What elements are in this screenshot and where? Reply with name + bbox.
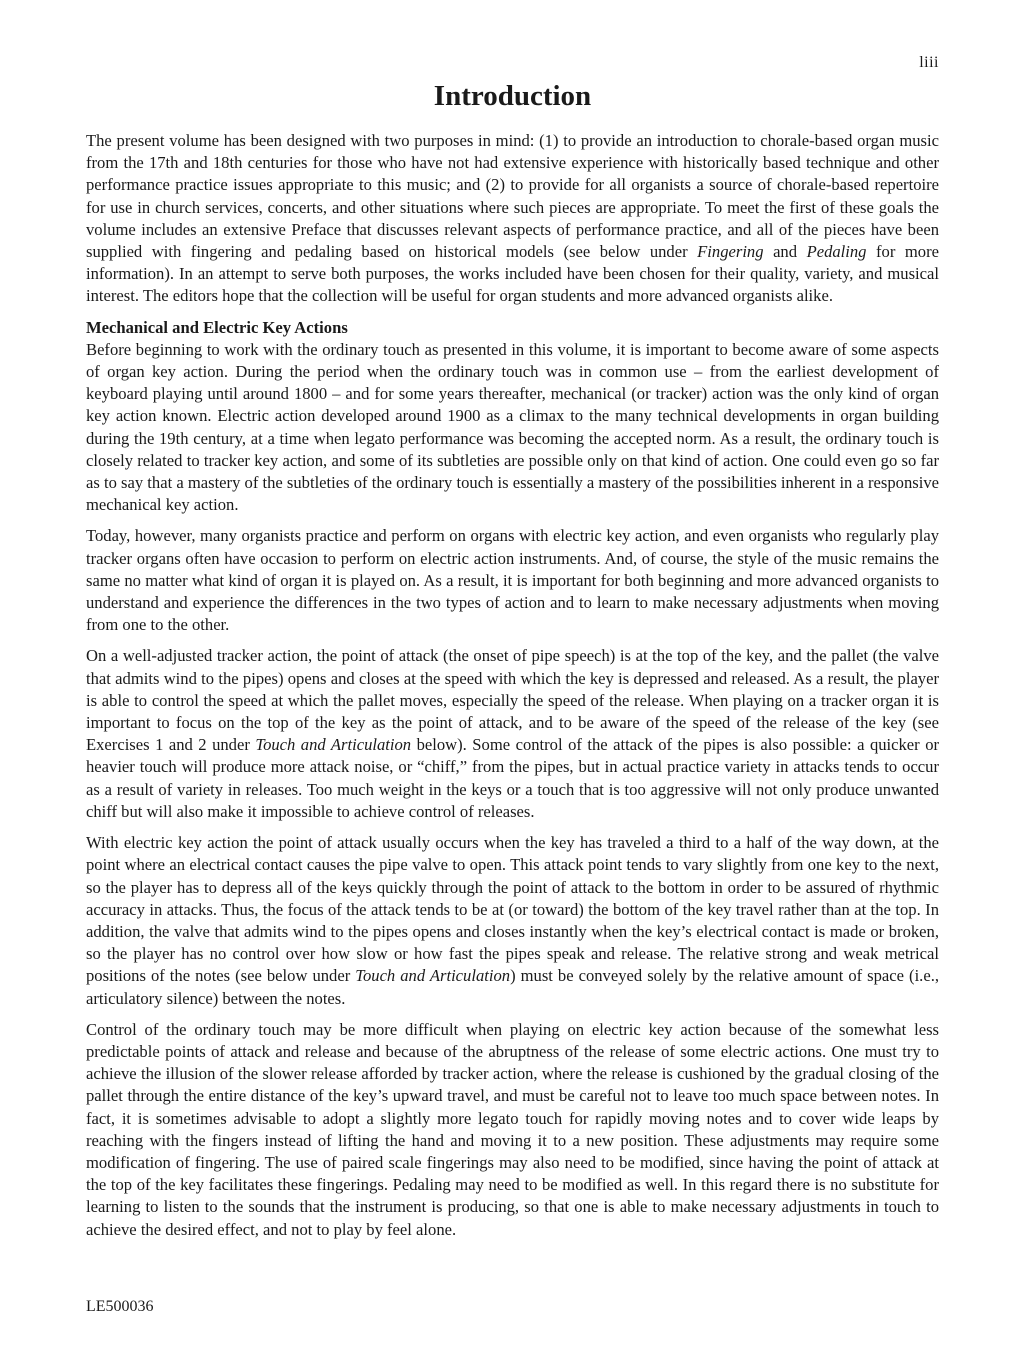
document-body bbox=[86, 130, 939, 1241]
section-paragraph-5: Control of the ordinary touch may be more difficult when playing on electric key action because of the somewhat less predictable points of attack and release and because of the abruptness of the release of some electric actions. One must try to achieve the illusion of the slower release afforded by tracker action, where the release is cushioned by the gradual closing of the pallet through the entire distance of the key’s upward travel, and must be careful not to leave too much space between notes. In fact, it is sometimes advisable to adopt a slightly more legato touch for rapidly moving notes and to cover wide leaps by reaching with the fingers instead of lifting the hand and moving it to a new position. These adjustments may require some modification of fingering. The use of paired scale fingerings may also need to be modified, since having the point of attack at the top of the key facilitates these fingerings. Pedaling may need to be modified as well. In this regard there is no substitute for learning to listen to the sounds that the instrument is producing, so that one is able to make necessary adjustments in touch to achieve the desired effect, and not to play by feel alone. bbox=[86, 1019, 939, 1239]
emphasis-touch-articulation: Touch and Articulation bbox=[355, 966, 511, 986]
section-paragraph-1: Before beginning to work with the ordinary touch as presented in this volume, it is important to become aware of some aspects of organ key action. During the period when the ordinary touch was in common use – from the earliest development of keyboard playing until around 1800 – and for some years thereafter, mechanical (or tracker) action was the only kind of organ key action known. Electric action developed around 1900 as a climax to the many technical developments in organ building during the 19th century, at a time when legato performance was becoming the accepted norm. As a result, the ordinary touch is closely related to tracker key action, and some of its subtleties are possible only on that kind of action. One could even go so far as to say that a mastery of the subtleties of the ordinary touch is essentially a mastery of the possibilities inherent in a responsive mechanical key action. bbox=[86, 339, 939, 515]
intro-paragraph: The present volume has been designed with two purposes in mind: (1) to provide an introduction to chorale-based organ music from the 17th and 18th centuries for those who have not had extensive experience with historically based technique and other performance practice issues appropriate to this music; and (2) to provide for all organists a source of chorale-based repertoire for use in church services, concerts, and other situations where such pieces are appropriate. To meet the first of these goals the volume includes an extensive Preface that discusses relevant aspects of performance practice, and all of the pieces have been supplied with fingering and pedaling based on historical models (see below under Fingering and Pedaling for more information). In an attempt to serve both purposes, the works included have been chosen for their quality, variety, and musical interest. The editors hope that the collection will be useful for organ students and more advanced organists alike. bbox=[86, 131, 939, 306]
section-paragraph-3: On a well-adjusted tracker action, the point of attack (the onset of pipe speech) is at the top of the key, and the pallet (the valve that admits wind to the pipes) opens and closes at the speed with which the key is depressed and released. As a result, the player is able to control the speed at which the pallet moves, especially the speed of the release. When playing on a tracker organ it is important to focus on the top of the key as the point of attack, and to be aware of the speed of the release of the key (see Exercises 1 and 2 under Touch and Articulation below). Some control of the attack of the pipes is also possible: a quicker or heavier touch will produce more attack noise, or “chiff,” from the pipes, but in actual practice variety in attacks tends to occur as a result of variety in releases. Too much weight in the keys or a touch that is too aggressive will not only produce unwanted chiff but will also make it impossible to achieve control of releases. bbox=[86, 646, 940, 821]
page-title: Introduction bbox=[433, 80, 592, 112]
document-page bbox=[86, 0, 939, 1365]
section-paragraph-2: Today, however, many organists practice and perform on organs with electric key action, and even organists who regularly play tracker organs often have occasion to perform on electric action instruments. And, of course, the style of the music remains the same no matter what kind of organ it is played on. As a result, it is important for both beginning and more advanced organists to understand and experience the differences in the two types of action and to learn to make necessary adjustments when moving from one to the other. bbox=[86, 526, 939, 635]
section-paragraph-4: With electric key action the point of attack usually occurs when the key has traveled a third to a half of the way down, at the point where an electrical contact causes the pipe valve to open. This attack point tends to vary slightly from one key to the next, so the player has to depress all of the keys quickly through the point of attack to the bottom in order to be assured of rhythmic accuracy in attacks. Thus, the focus of the attack tends to be at (or toward) the bottom of the key travel rather than at the top. In addition, the valve that admits wind to the pipes opens and closes instantly when the key’s electrical contact is made or broken, so the player has no control over how slow or how fast the pipes speak and release. The relative strong and weak metrical positions of the notes (see below under Touch and Articulation) must be conveyed solely by the relative amount of space (i.e., articulatory silence) between the notes. bbox=[86, 833, 939, 1008]
page-number: liii bbox=[919, 54, 939, 71]
footer-code: LE500036 bbox=[86, 1298, 154, 1315]
emphasis-touch-articulation: Touch and Articulation bbox=[255, 735, 412, 755]
section-heading: Mechanical and Electric Key Actions bbox=[86, 317, 348, 337]
emphasis-pedaling: Pedaling bbox=[806, 242, 867, 262]
emphasis-fingering: Fingering bbox=[697, 242, 764, 262]
